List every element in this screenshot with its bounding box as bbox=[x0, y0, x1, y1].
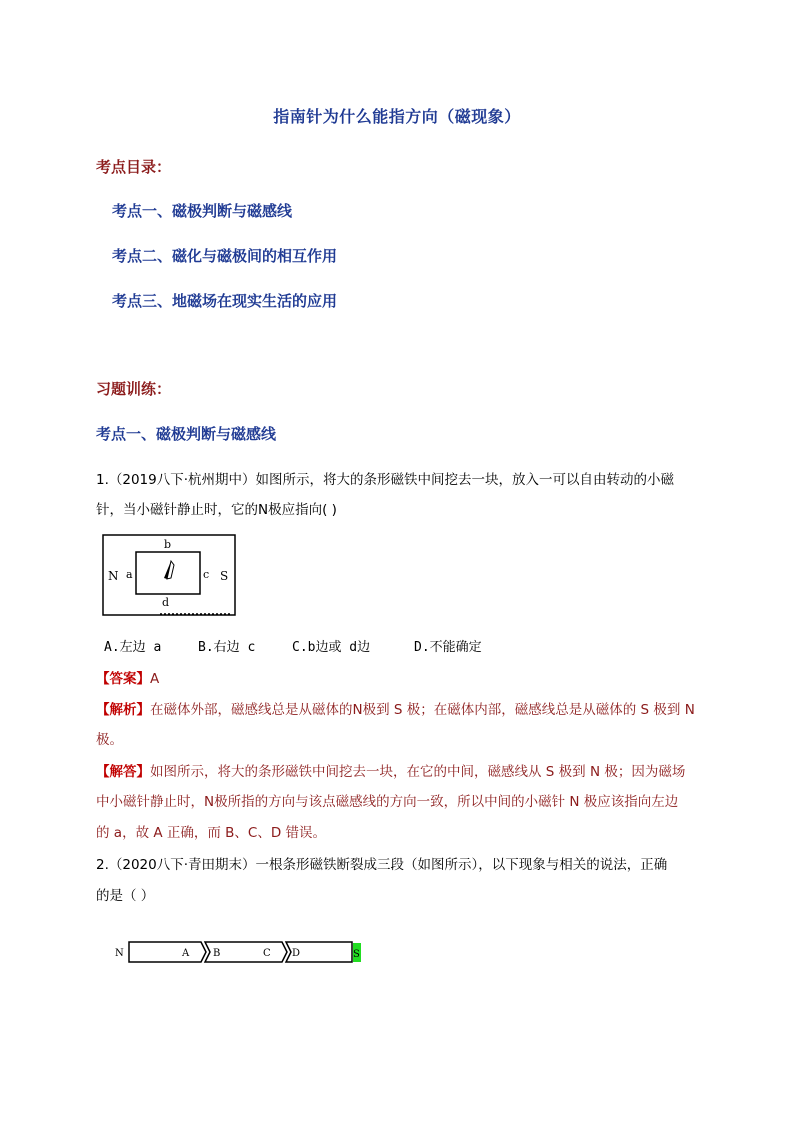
exercises-heading: 习题训练： bbox=[96, 380, 172, 398]
analysis-tag: 【解析】 bbox=[96, 702, 150, 718]
q2-stem-line1: 2.（2020八下·青田期末）一根条形磁铁断裂成三段（如图所示），以下现象与相关的说法，正确 bbox=[96, 857, 668, 873]
q2-broken-magnet-figure bbox=[110, 938, 370, 968]
section1-heading: 考点一、磁极判断与磁感线 bbox=[96, 425, 277, 443]
fig1-label-n: N bbox=[108, 569, 119, 583]
q1-solution-line1 bbox=[96, 760, 685, 780]
q2-stem-line2: 的是（ ） bbox=[96, 888, 155, 904]
toc-item-2: 考点二、磁化与磁极间的相互作用 bbox=[112, 247, 338, 265]
q1-answer-row bbox=[96, 667, 159, 687]
magnet-segment-1 bbox=[129, 942, 206, 962]
q1-magnet-figure bbox=[100, 532, 240, 620]
q1-analysis-line1 bbox=[96, 698, 695, 718]
fig1-label-a: a bbox=[126, 568, 133, 581]
q1-solution-line2: 中小磁针静止时，N极所指的方向与该点磁感线的方向一致，所以中间的小磁针 N 极应该指向左边 bbox=[96, 794, 679, 810]
fig2-label-n: N bbox=[115, 948, 124, 959]
solution-tag: 【解答】 bbox=[96, 764, 150, 780]
fig2-label-s: S bbox=[353, 949, 360, 960]
fig1-label-s: S bbox=[220, 569, 229, 583]
q1-solution-line3: 的 a，故 A 正确，而 B、C、D 错误。 bbox=[96, 825, 327, 841]
fig1-label-b: b bbox=[164, 538, 172, 551]
answer-value: A bbox=[150, 671, 160, 687]
fig1-label-d: d bbox=[162, 596, 170, 609]
page-title: 指南针为什么能指方向（磁现象） bbox=[273, 107, 521, 126]
answer-tag: 【答案】 bbox=[96, 671, 150, 687]
q1-analysis-line2: 极。 bbox=[96, 732, 123, 748]
fig1-label-c: c bbox=[203, 568, 210, 581]
q1-option-a: A.左边 a bbox=[104, 640, 162, 655]
analysis-text-1: 在磁体外部，磁感线总是从磁体的N极到 S 极；在磁体内部，磁感线总是从磁体的 S 极到 N bbox=[150, 702, 695, 718]
fig2-label-a: A bbox=[182, 948, 190, 959]
q1-stem-line1: 1.（2019八下·杭州期中）如图所示，将大的条形磁铁中间挖去一块，放入一可以自由转动的小磁 bbox=[96, 472, 675, 488]
solution-text-1: 如图所示，将大的条形磁铁中间挖去一块，在它的中间，磁感线从 S 极到 N 极；因为磁场 bbox=[150, 764, 686, 780]
q1-option-c: C.b边或 d边 bbox=[292, 640, 371, 655]
toc-heading: 考点目录： bbox=[96, 158, 172, 176]
toc-item-1: 考点一、磁极判断与磁感线 bbox=[112, 202, 293, 220]
q1-stem-line2: 针，当小磁针静止时，它的N极应指向( ) bbox=[96, 502, 337, 518]
fig2-label-c: C bbox=[263, 948, 271, 959]
fig2-label-d: D bbox=[292, 948, 301, 959]
q1-option-b: B.右边 c bbox=[198, 640, 256, 655]
fig2-label-b: B bbox=[213, 948, 221, 959]
q1-option-d: D.不能确定 bbox=[414, 640, 482, 655]
toc-item-3: 考点三、地磁场在现实生活的应用 bbox=[112, 292, 338, 310]
